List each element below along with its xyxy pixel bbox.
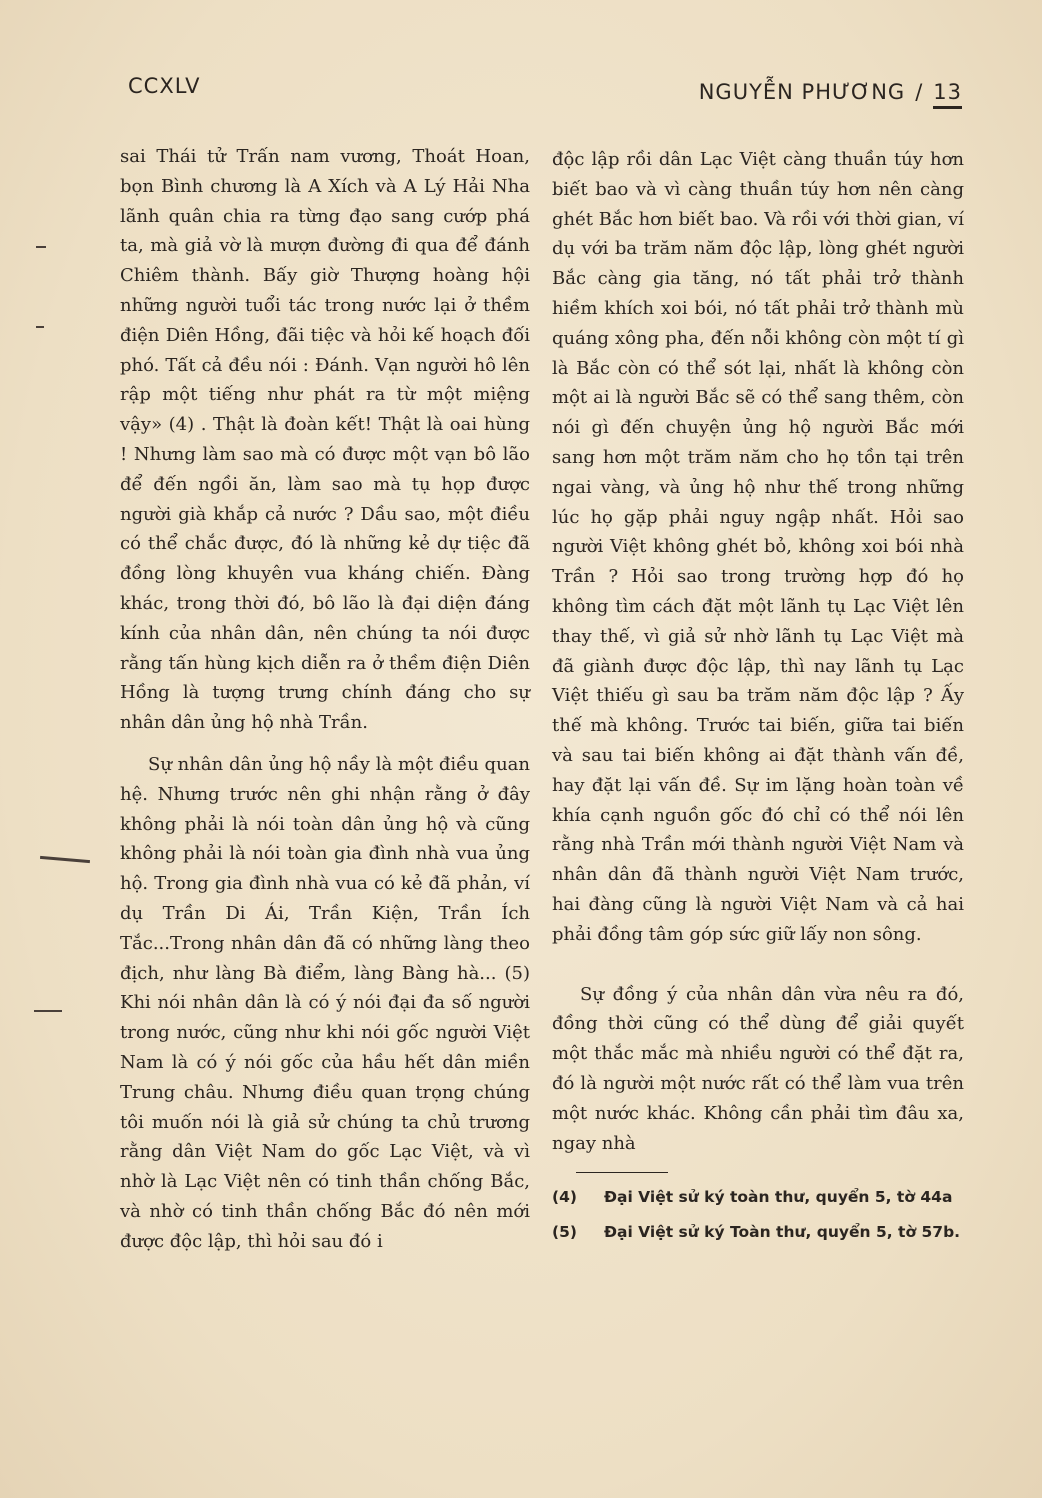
footnote-text: Đại Việt sử ký Toàn thư, quyển 5, tờ 57b. [604, 1223, 961, 1242]
margin-mark [40, 856, 90, 863]
chapter-numeral: CCXLV [128, 74, 201, 98]
page-header [128, 70, 962, 110]
footnote [552, 1220, 964, 1245]
footnote-number: (5) [552, 1223, 577, 1242]
footnote-text: Đại Việt sử ký toàn thư, quyển 5, tờ 44a [604, 1188, 953, 1207]
footnote-number: (4) [552, 1188, 577, 1207]
paragraph: độc lập rồi dân Lạc Việt càng thuần túy hơn biết bao và vì càng thuần túy hơn nên càng ghét Bắc hơn biết bao. Và rồi với thời gian, ví dụ với ba trăm năm độc lập, lòng ghét người Bắc càng gia tăng, nó tất phải trở thành hiềm khích xoi bói, nó tất phải trở thành mù quáng xông pha, đến nỗi không còn một tí gì là Bắc còn có thể sót lại, nhất là không còn một ai là người Bắc sẽ có thể sang thêm, còn nói gì đến chuyện ủng hộ người Bắc mới sang hơn một trăm năm cho họ tồn tại trên ngai vàng, và ủng hộ như thế trong những lúc họ gặp phải nguy ngập nhất. Hỏi sao người Việt không ghét bỏ, không xoi bói nhà Trần ? Hỏi sao trong trường hợp đó họ không tìm cách đặt một lãnh tụ Lạc Việt lên thay thế, vì giả sử nhờ lãnh tụ Lạc Việt mà đã giành được độc lập, thì nay lãnh tụ Lạc Việt thiếu gì sau ba trăm năm độc lập ? Ấy thế mà không. Trước tai biến, giữa tai biến và sau tai biến không ai đặt thành vấn đề, hay đặt lại vấn đề. Sự im lặng hoàn toàn về khía cạnh nguồn gốc đó chỉ có thể nói lên rằng nhà Trần mới thành người Việt Nam và nhân dân đã thành người Việt Nam trước, hai đàng cũng là người Việt Nam và cả hai phải đồng tâm góp sức giữ lấy non sông. [552, 149, 964, 945]
paragraph: sai Thái tử Trấn nam vương, Thoát Hoan, bọn Bình chương là A Xích và A Lý Hải Nha lãnh quân chia ra từng đạo sang cướp phá ta, mà giả vờ là mượn đường đi qua để đánh Chiêm thành. Bấy giờ Thượng hoàng hội những người tuổi tác trong nước lại ở thềm điện Diên Hồng, đãi tiệc và hỏi kế hoạch đối phó. Tất cả đều nói : Đánh. Vạn người hô lên rập một tiếng như phát ra từ một miệng vậy» (4) . Thật là đoàn kết! Thật là oai hùng ! Nhưng làm sao mà có được một vạn bô lão để đến ngồi ăn, làm sao mà tụ họp được người già khắp cả nước ? Dầu sao, một điều có thể chắc được, đó là những kẻ dự tiệc đã đồng lòng khuyên vua kháng chiến. Đàng khác, trong thời đó, bô lão là đại diện đáng kính của nhân dân, nên chúng ta nói được rằng tấn hùng kịch diễn ra ở thềm điện Diên Hồng là tượng trưng chính đáng cho sự nhân dân ủng hộ nhà Trần. [120, 146, 530, 734]
margin-mark [36, 326, 44, 328]
margin-mark [34, 1010, 62, 1012]
paragraph: Sự nhân dân ủng hộ nầy là một điều quan hệ. Nhưng trước nên ghi nhận rằng ở đây không phải là nói toàn dân ủng hộ và cũng không phải là nói toàn gia đình nhà vua ủng hộ. Trong gia đình nhà vua có kẻ đã phản, ví dụ Trần Di Ái, Trần Kiện, Trần Ích Tắc...Trong nhân dân đã có những làng theo địch, như làng Bà điểm, làng Bàng hà... (5) Khi nói nhân dân là có ý nói đại đa số người trong nước, cũng như khi nói gốc người Việt Nam là có ý nói gốc của hầu hết dân miền Trung châu. Nhưng điều quan trọng chúng tôi muốn nói là giả sử chúng ta chủ trương rằng dân Việt Nam do gốc Lạc Việt, và vì nhờ là Lạc Việt nên có tinh thần chống Bắc, và nhờ có tinh thần chống Bắc đó nên mới được độc lập, thì hỏi sau đó i [120, 753, 530, 1252]
header-separator: / [915, 80, 924, 104]
paragraph: Sự đồng ý của nhân dân vừa nêu ra đó, đồng thời cũng có thể dùng để giải quyết một thắc mắc mà nhiều người có thể đặt ra, đó là người một nước rất có thể làm vua trên một nước khác. Không cần phải tìm đâu xa, ngay nhà [552, 983, 964, 1154]
footnote-rule [576, 1172, 668, 1173]
page-number: 13 [933, 80, 962, 109]
author-name: NGUYỄN PHƯƠNG [698, 80, 906, 104]
footnote [552, 1185, 964, 1210]
left-column [120, 142, 530, 1256]
right-column [552, 145, 964, 1255]
margin-mark [36, 246, 46, 248]
running-head [699, 80, 962, 104]
